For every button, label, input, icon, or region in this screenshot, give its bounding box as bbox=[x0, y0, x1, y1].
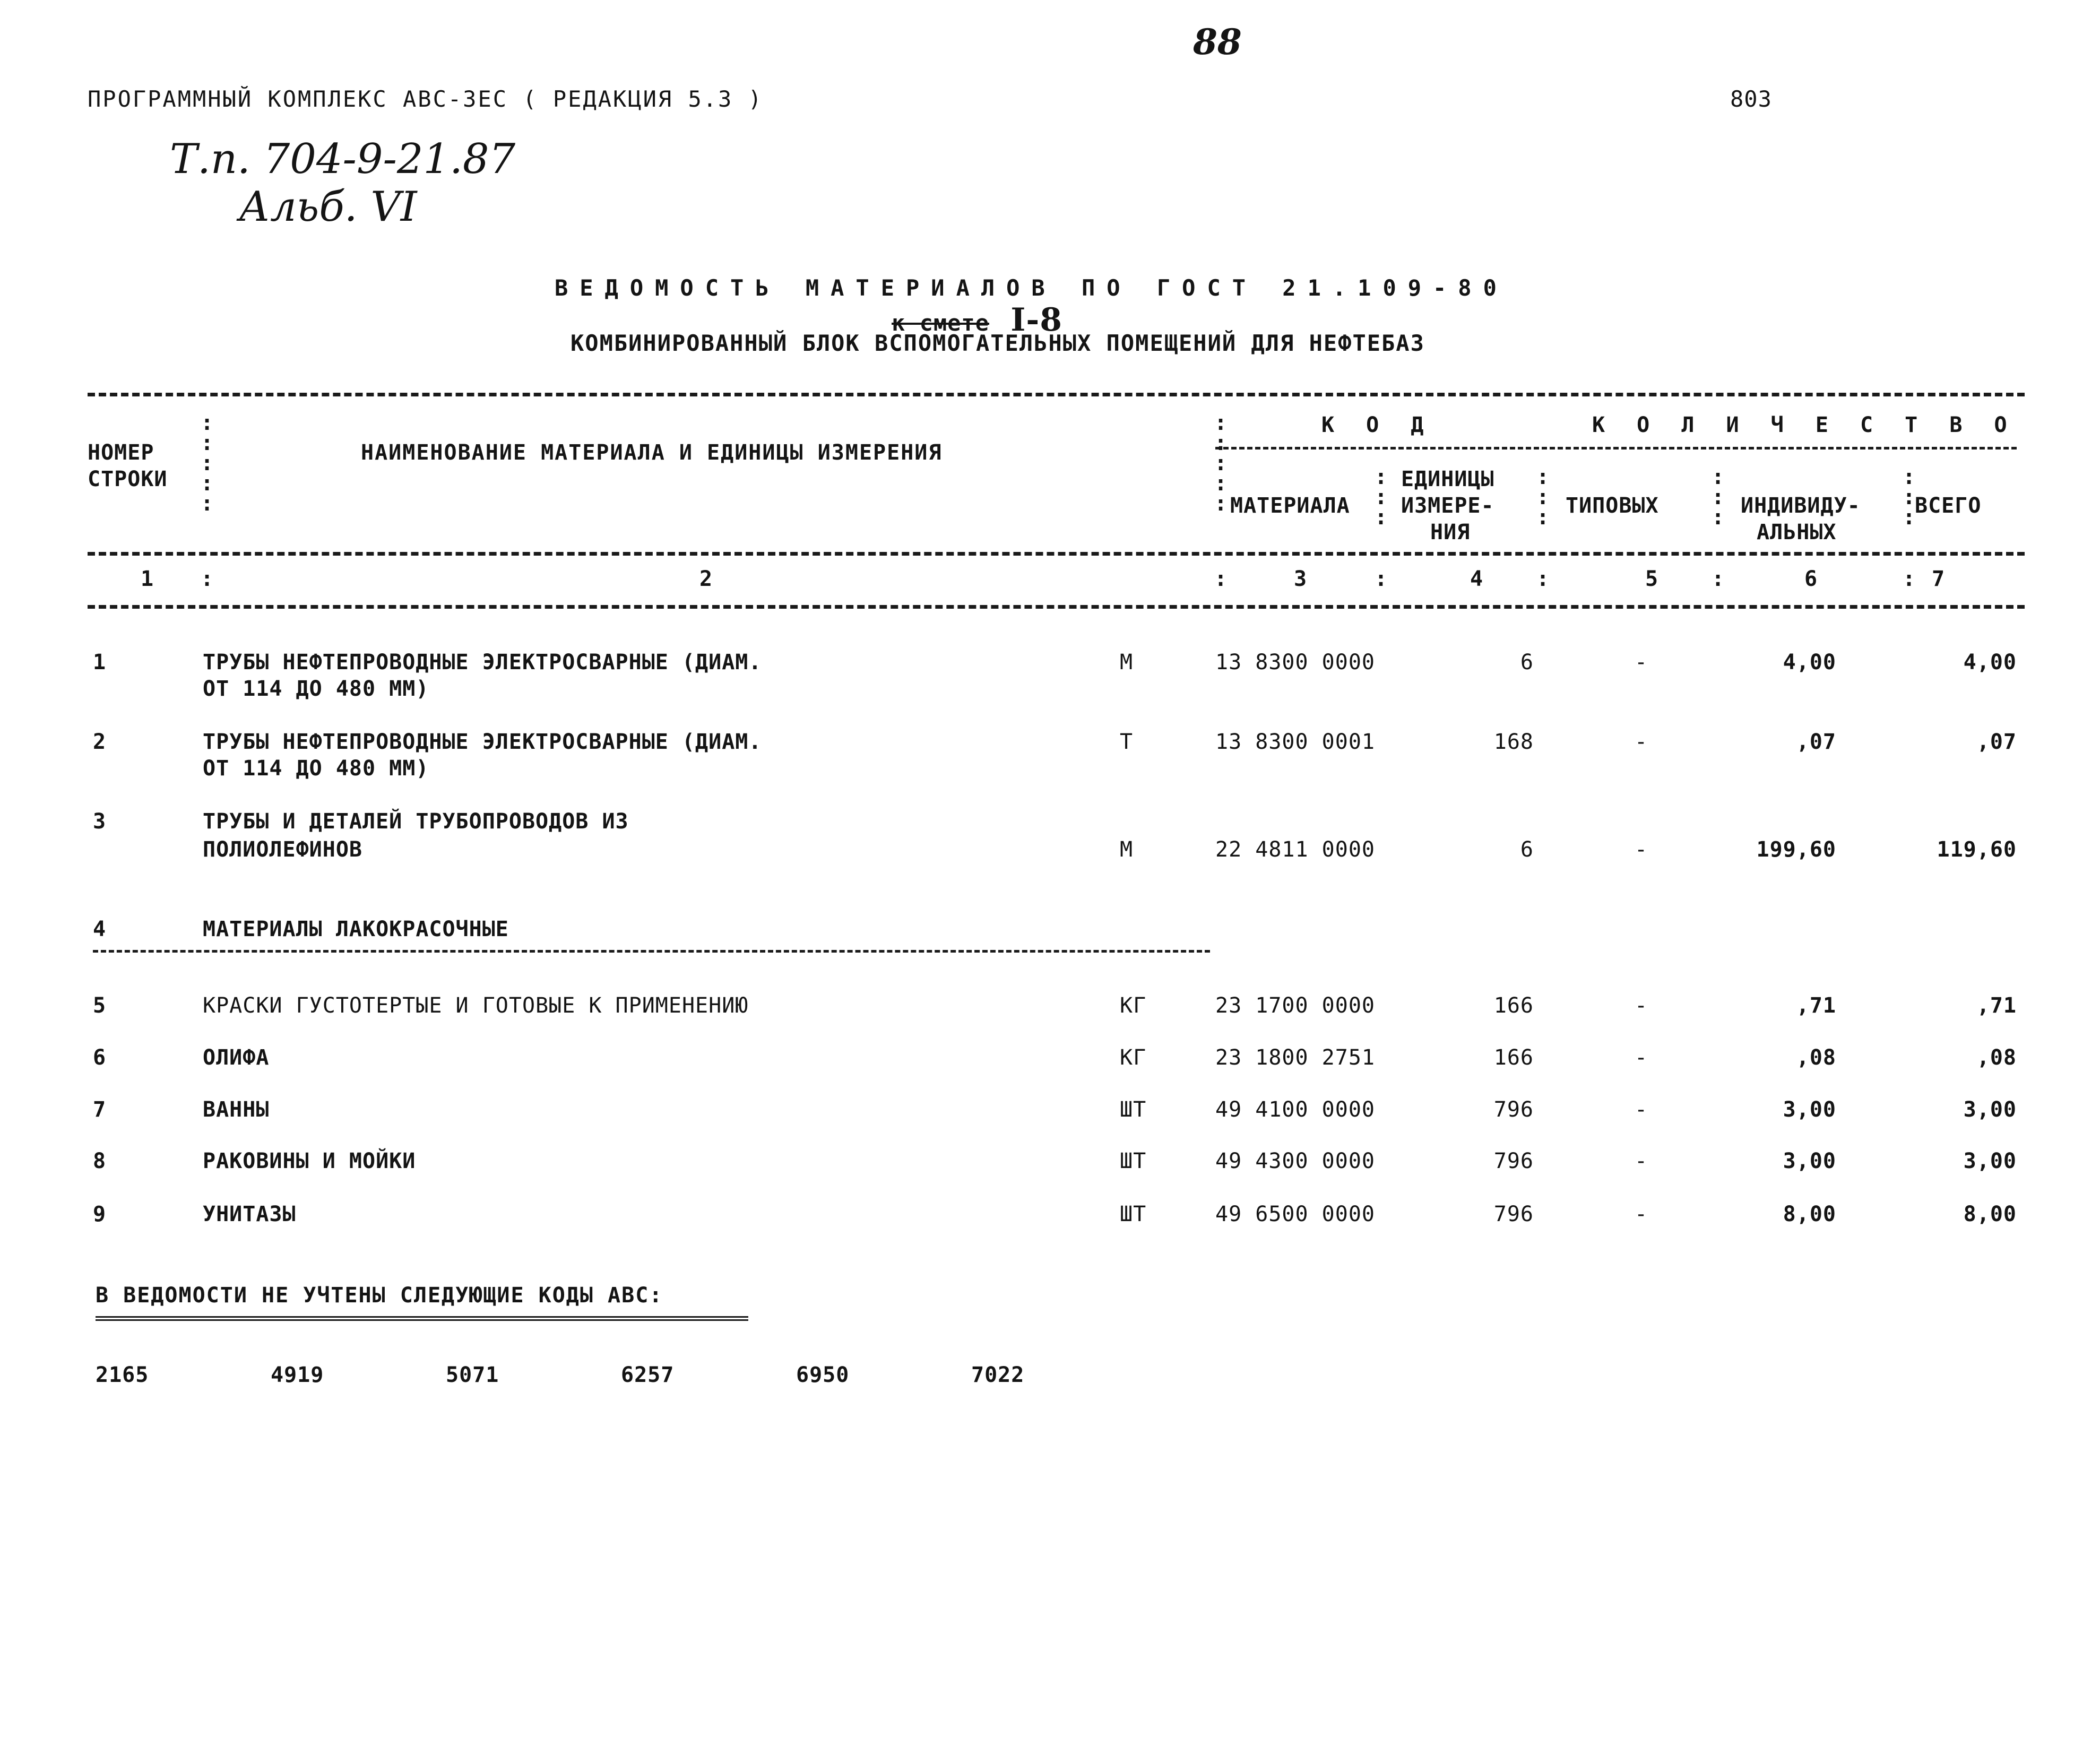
document-title: ВЕДОМОСТЬ МАТЕРИАЛОВ ПО ГОСТ 21.109-80 bbox=[555, 275, 1508, 301]
row-typical: - bbox=[1635, 1097, 1648, 1122]
row-number: 9 bbox=[93, 1202, 107, 1226]
header-qty-individual-2: АЛЬНЫХ bbox=[1757, 520, 1837, 544]
row-individual: ,71 bbox=[1796, 993, 1836, 1018]
row-number: 3 bbox=[93, 809, 107, 834]
section-rule bbox=[93, 950, 1210, 953]
row-individual: 3,00 bbox=[1783, 1149, 1836, 1173]
row-individual: ,07 bbox=[1796, 730, 1836, 754]
row-total: 3,00 bbox=[1963, 1149, 2017, 1173]
row-name-line1: ТРУБЫ НЕФТЕПРОВОДНЫЕ ЭЛЕКТРОСВАРНЫЕ (ДИАМ. bbox=[203, 730, 762, 754]
row-unit: КГ bbox=[1120, 1045, 1147, 1070]
row-name-line1: ТРУБЫ НЕФТЕПРОВОДНЫЕ ЭЛЕКТРОСВАРНЫЕ (ДИАМ. bbox=[203, 650, 762, 675]
row-unit-code: 6 bbox=[1520, 837, 1534, 862]
row-code: 23 1700 0000 bbox=[1215, 993, 1375, 1018]
colnum-bottom-rule bbox=[88, 605, 2025, 609]
row-name-line2: ОТ 114 ДО 480 ММ) bbox=[203, 677, 429, 701]
header-code-unit-3: НИЯ bbox=[1430, 520, 1471, 544]
row-number: 8 bbox=[93, 1149, 107, 1173]
row-number: 5 bbox=[93, 993, 107, 1018]
header-subdivider bbox=[1215, 447, 2017, 449]
row-unit: М bbox=[1120, 650, 1134, 675]
footer-code: 2165 bbox=[96, 1363, 149, 1387]
row-code: 13 8300 0001 bbox=[1215, 730, 1375, 754]
row-total: 8,00 bbox=[1963, 1202, 2017, 1226]
handwritten-tp: Т.п. 704-9-21.87 bbox=[170, 135, 516, 183]
header-qty-individual-1: ИНДИВИДУ- bbox=[1741, 494, 1861, 518]
table-top-rule bbox=[88, 393, 2025, 396]
row-number: 4 bbox=[93, 917, 107, 941]
page-marker: 88 bbox=[1193, 21, 1242, 63]
colnum-3: 3 bbox=[1294, 567, 1308, 591]
footer-code: 5071 bbox=[446, 1363, 499, 1387]
header-separator-1: : : : : : bbox=[201, 411, 214, 516]
colnum-5: 5 bbox=[1645, 567, 1659, 591]
colnum-separator-a: : bbox=[1214, 567, 1228, 591]
row-name-line1: ВАННЫ bbox=[203, 1097, 270, 1122]
row-unit: ШТ bbox=[1120, 1149, 1147, 1173]
row-unit-code: 166 bbox=[1493, 1045, 1534, 1070]
colnum-separator-e: : bbox=[1903, 567, 1916, 591]
row-name-line2: ПОЛИОЛЕФИНОВ bbox=[203, 837, 362, 862]
colnum-7: 7 bbox=[1932, 567, 1946, 591]
row-name-line1: ТРУБЫ И ДЕТАЛЕЙ ТРУБОПРОВОДОВ ИЗ bbox=[203, 809, 629, 834]
header-row-no: НОМЕР СТРОКИ bbox=[88, 440, 168, 491]
row-typical: - bbox=[1635, 993, 1648, 1018]
row-total: 119,60 bbox=[1937, 837, 2017, 862]
colnum-2: 2 bbox=[699, 567, 713, 591]
row-typical: - bbox=[1635, 1202, 1648, 1226]
footer-note: В ВЕДОМОСТИ НЕ УЧТЕНЫ СЛЕДУЮЩИЕ КОДЫ АВС: bbox=[96, 1283, 663, 1308]
row-name-line1: КРАСКИ ГУСТОТЕРТЫЕ И ГОТОВЫЕ К ПРИМЕНЕНИЮ bbox=[203, 993, 749, 1018]
row-total: 4,00 bbox=[1963, 650, 2017, 675]
row-unit: М bbox=[1120, 837, 1134, 862]
header-separator-2: : : : : : bbox=[1214, 411, 1228, 516]
colnum-6: 6 bbox=[1804, 567, 1818, 591]
header-quantity-group: К О Л И Ч Е С Т В О bbox=[1592, 413, 2017, 437]
footer-code: 6257 bbox=[621, 1363, 675, 1387]
row-number: 6 bbox=[93, 1045, 107, 1070]
row-individual: 199,60 bbox=[1756, 837, 1836, 862]
row-unit: КГ bbox=[1120, 993, 1147, 1018]
row-total: ,07 bbox=[1976, 730, 2017, 754]
handwritten-album: Альб. VI bbox=[239, 183, 417, 231]
row-unit-code: 166 bbox=[1493, 993, 1534, 1018]
row-individual: ,08 bbox=[1796, 1045, 1836, 1070]
row-name-line1: РАКОВИНЫ И МОЙКИ bbox=[203, 1149, 416, 1173]
row-unit: Т bbox=[1120, 730, 1134, 754]
row-number: 2 bbox=[93, 730, 107, 754]
header-code-group: К О Д bbox=[1321, 413, 1433, 437]
row-unit: ШТ bbox=[1120, 1097, 1147, 1122]
row-individual: 3,00 bbox=[1783, 1097, 1836, 1122]
row-unit: ШТ bbox=[1120, 1202, 1147, 1226]
header-qty-total: ВСЕГО bbox=[1915, 494, 1982, 518]
row-name-line2: ОТ 114 ДО 480 ММ) bbox=[203, 756, 429, 781]
estimate-number: I-8 bbox=[1010, 301, 1063, 339]
header-separator-4: : : : bbox=[1536, 465, 1550, 530]
row-typical: - bbox=[1635, 837, 1648, 862]
row-unit-code: 168 bbox=[1493, 730, 1534, 754]
header-name: НАИМЕНОВАНИЕ МАТЕРИАЛА И ЕДИНИЦЫ ИЗМЕРЕНИЯ bbox=[361, 440, 943, 465]
header-qty-typical: ТИПОВЫХ bbox=[1566, 494, 1659, 518]
footer-code: 4919 bbox=[271, 1363, 324, 1387]
footer-code: 7022 bbox=[971, 1363, 1025, 1387]
footer-code: 6950 bbox=[796, 1363, 850, 1387]
row-total: ,08 bbox=[1976, 1045, 2017, 1070]
program-header: ПРОГРАММНЫЙ КОМПЛЕКС АВС-3ЕС ( РЕДАКЦИЯ 5.3 ) bbox=[88, 86, 763, 112]
row-typical: - bbox=[1635, 1149, 1648, 1173]
header-separator-5: : : : bbox=[1712, 465, 1725, 530]
row-unit-code: 796 bbox=[1493, 1097, 1534, 1122]
row-name-line1: ОЛИФА bbox=[203, 1045, 270, 1070]
row-code: 49 4100 0000 bbox=[1215, 1097, 1375, 1122]
row-unit-code: 796 bbox=[1493, 1149, 1534, 1173]
row-individual: 8,00 bbox=[1783, 1202, 1836, 1226]
header-code-unit-1: ЕДИНИЦЫ bbox=[1401, 467, 1494, 491]
colnum-separator-d: : bbox=[1712, 567, 1725, 591]
row-total: 3,00 bbox=[1963, 1097, 2017, 1122]
colnum-4: 4 bbox=[1470, 567, 1484, 591]
row-unit-code: 6 bbox=[1520, 650, 1534, 675]
row-code: 49 4300 0000 bbox=[1215, 1149, 1375, 1173]
row-code: 49 6500 0000 bbox=[1215, 1202, 1375, 1226]
row-typical: - bbox=[1635, 650, 1648, 675]
header-code-material: МАТЕРИАЛА bbox=[1230, 494, 1350, 518]
row-code: 22 4811 0000 bbox=[1215, 837, 1375, 862]
header-bottom-rule bbox=[88, 552, 2025, 556]
header-separator-3: : : : bbox=[1375, 465, 1388, 530]
row-total: ,71 bbox=[1976, 993, 2017, 1018]
colnum-separators: : bbox=[201, 567, 214, 591]
colnum-separator-c: : bbox=[1536, 567, 1550, 591]
row-code: 23 1800 2751 bbox=[1215, 1045, 1375, 1070]
colnum-1: 1 bbox=[141, 567, 154, 591]
page-number: 803 bbox=[1730, 86, 1772, 112]
header-separator-6: : : : bbox=[1903, 465, 1916, 530]
estimate-struck-text: к смете bbox=[892, 310, 990, 336]
row-unit-code: 796 bbox=[1493, 1202, 1534, 1226]
row-name-line1: УНИТАЗЫ bbox=[203, 1202, 296, 1226]
colnum-separator-b: : bbox=[1375, 567, 1388, 591]
section-heading: МАТЕРИАЛЫ ЛАКОКРАСОЧНЫЕ bbox=[203, 917, 509, 941]
footer-note-underline bbox=[96, 1316, 748, 1321]
row-typical: - bbox=[1635, 730, 1648, 754]
document-subtitle: КОМБИНИРОВАННЫЙ БЛОК ВСПОМОГАТЕЛЬНЫХ ПОМЕЩЕНИЙ ДЛЯ НЕФТЕБАЗ bbox=[571, 330, 1425, 356]
row-number: 7 bbox=[93, 1097, 107, 1122]
row-individual: 4,00 bbox=[1783, 650, 1836, 675]
row-typical: - bbox=[1635, 1045, 1648, 1070]
row-code: 13 8300 0000 bbox=[1215, 650, 1375, 675]
header-code-unit-2: ИЗМЕРЕ- bbox=[1401, 494, 1494, 518]
row-number: 1 bbox=[93, 650, 107, 675]
